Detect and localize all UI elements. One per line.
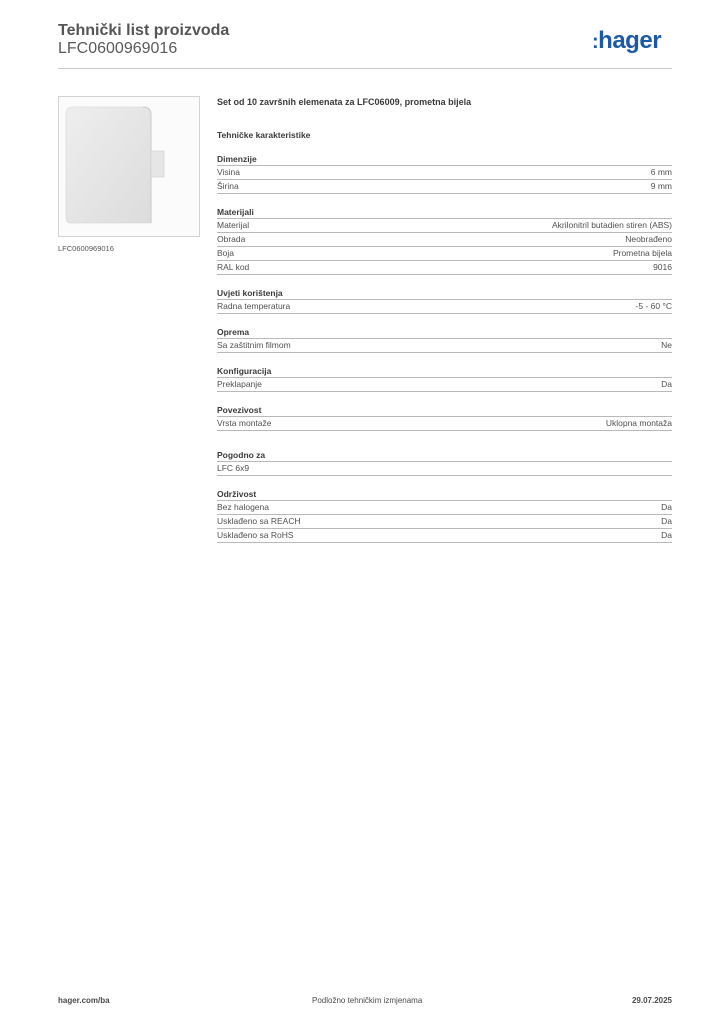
section-materials (217, 205, 672, 275)
hager-logo (592, 27, 661, 56)
section-title: Pogodno za (217, 448, 672, 462)
product-image (58, 96, 200, 237)
product-description: Set od 10 završnih elemenata za LFC06009, prometna bijela (217, 97, 472, 107)
section-connectivity (217, 403, 672, 431)
spec-label: Širina (217, 181, 239, 191)
spec-label: Usklađeno sa REACH (217, 516, 301, 526)
spec-row (217, 261, 672, 275)
spec-row (217, 339, 672, 353)
footer-website-link[interactable]: hager.com/ba (58, 996, 110, 1005)
spec-row (217, 515, 672, 529)
section-sustainability (217, 487, 672, 543)
end-cap-icon (59, 97, 199, 236)
spec-value: Da (661, 516, 672, 526)
section-equipment (217, 325, 672, 353)
spec-value: 9 mm (650, 181, 672, 191)
spec-label: Radna temperatura (217, 301, 291, 311)
spec-label: Preklapanje (217, 379, 262, 389)
product-code: LFC0600969016 (58, 40, 178, 57)
spec-row (217, 300, 672, 314)
footer-notice: Podložno tehničkim izmjenama (312, 996, 423, 1005)
spec-row (217, 247, 672, 261)
section-title: Materijali (217, 205, 672, 219)
logo-text: hager (598, 27, 662, 54)
spec-label: Visina (217, 167, 240, 177)
spec-label: Bez halogena (217, 502, 269, 512)
section-title: Konfiguracija (217, 364, 672, 378)
spec-row (217, 462, 672, 476)
spec-row (217, 166, 672, 180)
spec-row (217, 378, 672, 392)
spec-value: Neobrađeno (625, 234, 672, 244)
section-title: Oprema (217, 325, 672, 339)
logo-dots-icon: : (592, 31, 599, 53)
spec-row (217, 417, 672, 431)
spec-label: Sa zaštitnim filmom (217, 340, 291, 350)
spec-row (217, 529, 672, 543)
section-title: Dimenzije (217, 152, 672, 166)
spec-label: Usklađeno sa RoHS (217, 530, 294, 540)
spec-value: Akrilonitril butadien stiren (ABS) (552, 220, 672, 230)
spec-value: Da (661, 502, 672, 512)
section-conditions-of-use (217, 286, 672, 314)
product-details (217, 96, 672, 554)
section-dimensions (217, 152, 672, 194)
spec-value: Da (661, 379, 672, 389)
spec-value: Prometna bijela (612, 248, 672, 258)
spec-value: -5 - 60 °C (635, 301, 672, 311)
spec-label: Obrada (217, 234, 246, 244)
document-title: Tehnički list proizvoda (58, 22, 230, 39)
section-title: Održivost (217, 487, 672, 501)
spec-label: Boja (217, 248, 235, 258)
spec-row (217, 219, 672, 233)
spec-value: Ne (661, 340, 672, 350)
spec-label: Materijal (217, 220, 250, 230)
section-suitable-for (217, 448, 672, 476)
section-title: Povezivost (217, 403, 672, 417)
spec-row (217, 233, 672, 247)
spec-label: LFC 6x9 (217, 463, 250, 473)
spec-label: Vrsta montaže (217, 418, 272, 428)
section-configuration (217, 364, 672, 392)
image-caption: LFC0600969016 (58, 244, 114, 253)
spec-value: Da (661, 530, 672, 540)
section-title: Uvjeti korištenja (217, 286, 672, 300)
spec-label: RAL kod (217, 262, 250, 272)
spec-row (217, 180, 672, 194)
footer-date: 29.07.2025 (631, 996, 672, 1005)
spec-value: Uklopna montaža (605, 418, 672, 428)
spec-value: 6 mm (650, 167, 672, 177)
characteristics-heading: Tehničke karakteristike (217, 130, 311, 140)
spec-value: 9016 (653, 262, 672, 272)
header-divider (58, 68, 672, 69)
spec-row (217, 501, 672, 515)
